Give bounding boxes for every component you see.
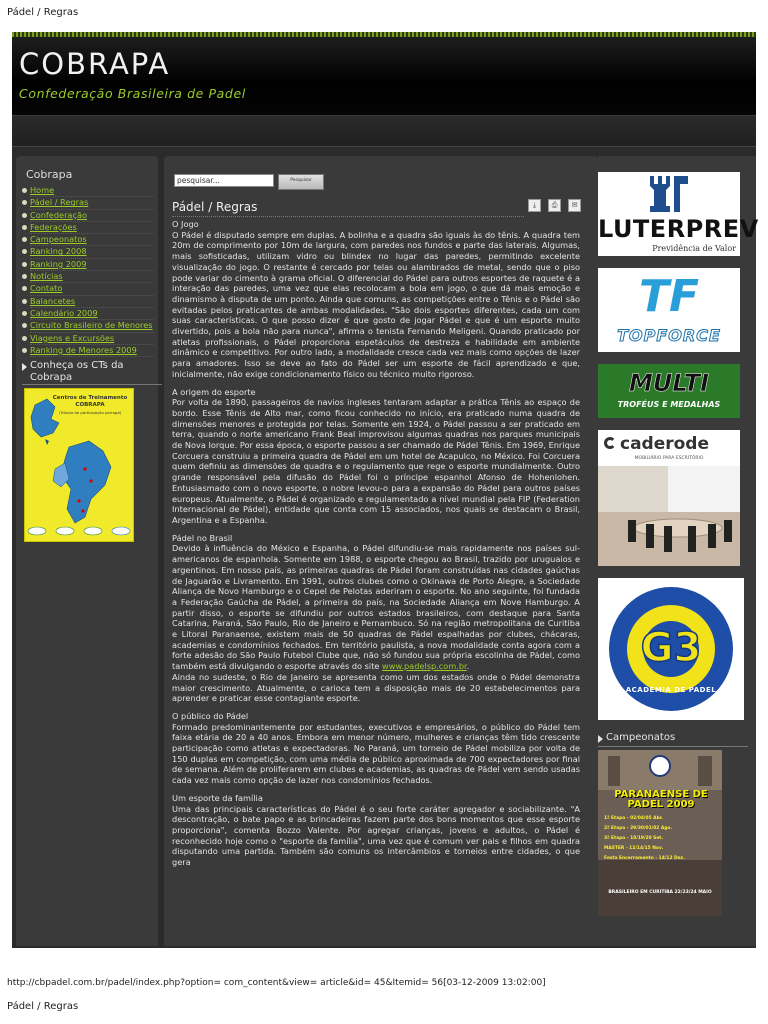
ct-map-title: Centros de Treinamento COBRAPA [52,395,128,408]
main-content [164,156,598,946]
ct-map-subtitle: (Tributo de participação perrogá) [58,410,122,415]
ct-heading: Conheça os CTs da Cobrapa [22,360,162,385]
caderode-name: caderode [620,434,710,454]
caderode-ad[interactable] [598,430,740,566]
menu-item-federacoes[interactable]: Federações [22,222,154,234]
menu-item-circuito-menores[interactable]: Circuito Brasileiro de Menores [22,320,154,332]
pdf-icon[interactable]: ⤓ [528,199,541,212]
g3-name: G3 [640,625,702,671]
search-button[interactable]: Pesquisar [278,174,324,190]
page [12,32,759,948]
menu-item-calendario-2009[interactable]: Calendário 2009 [22,308,154,320]
section-text: Devido à influência do México e Espanha, o Pádel difundiu-se mais rapidamente nos países sul-americanos de espanhola. Somente em 1988, o esporte chegou ao Brasil, trazido por uruguaios e argentinos. Em nosso país, as primeiras quadras de Pádel foram construídas nas cidades gaúchas de Jaguarão e Livramento. Em 1991, outros clubes como o Okinawa de Porto Alegre, a Sociedade Aliança de Novo Hamburgo e o Cepel de Pelotas aderiram o esporte. No ano seguinte, foi fundada a Federação Gaúcha de Pádel, a primeira do país, na Sociedade Aliança em Nove Hamburgo. A partir disso, o esporte se difundiu por outros estados brasileiros, com destaque para Santa Catarina, Paraná, São Paulo, Rio de Janeiro e Pernambuco. Só na região metropolitana de Curitiba e Litoral Paranaense, existem mais de 50 quadras de Pádel espalhadas por clubes, chácaras, academias e condomínios fechados. Em território paulista, a nova modalidade conta agora com a forte adesão do São Paulo Futebol Clube que, não só fundou sua própria escolinha de Pádel, como também está divulgando o esporte através do site [172,543,580,672]
section-text: Uma das principais características do Pádel é o seu forte caráter agregador e sociabilizante. "A descontração, o bate papo e as brincadeiras fazem parte dos bons momentos que esse esporte proporciona", comenta Bozzo Valente. Por agregar crianças, jovens e adultos, o Pádel é reconhecido hoje como o "esporte da família", uma vez que é comum ver pais e filhos em quadra disputando uma partida. Também são comuns os intercâmbios e torneios entre cidades, o que gera [172,803,580,868]
article-title: Pádel / Regras [172,200,258,214]
section-origem [172,387,580,526]
menu-item-campeonatos[interactable]: Campeonatos [22,234,154,246]
poster-line: 1ª Etapa - 02/04/05 Abr. [604,816,663,821]
section-brasil [172,533,580,704]
g3-ad[interactable] [598,578,744,720]
menu-item-padel-regras[interactable]: Pádel / Regras [22,197,154,209]
section-jogo [172,219,580,380]
section-text-2: Ainda no sudeste, o Rio de Janeiro se apresenta como um dos estados onde o Pádel demonstra maior crescimento. Atualmente, o carioca tem a disposição mais de 20 estabelecimentos para aprender e praticar esse contagiante esporte. [172,671,580,704]
topforce-mark: TF [638,271,700,322]
multi-name: MULTI [629,369,709,397]
menu-item-confederacao[interactable]: Confederação [22,210,154,222]
section-text: Formado predominantemente por estudantes, executivos e empresários, o público do Pádel tem faixa etária de 20 a 40 anos. Embora em menor número, mulheres e crianças têm tido crescente participação como atletas e expectadoras. No Paraná, um torneio de Pádel mobiliza por volta de 150 duplas em competição, com uma média de público aproximada de 700 expectadores por final de semana. Além de proliferarem em clubes e academias, as quadras de Pádel vem sendo usadas cada vez mais como opção de lazer nos condomínios fechados. [172,721,580,786]
print-footer-title: Pádel / Regras [7,1001,79,1012]
luterprev-name: LUTERPREV [598,215,759,243]
topforce-name: TOPFORCE [617,326,721,345]
poster-line: Festa Encerramento - 14/12 Dez. [604,856,685,861]
office-photo-icon [598,466,740,566]
luterprev-ad[interactable] [598,172,759,256]
sidebar-heading: Cobrapa [26,168,73,181]
multi-tagline: TROFÉUS E MEDALHAS [617,400,721,409]
section-heading: O Jogo [172,219,199,229]
search-input[interactable] [174,174,274,187]
section-text-end: . [466,661,470,672]
multi-ad[interactable] [598,364,740,418]
luterprev-tagline: Previdência de Valor [652,244,736,253]
menu-item-ranking-2008[interactable]: Ranking 2008 [22,246,154,258]
poster-title: PARANAENSE DE PADEL 2009 [614,789,708,810]
caderode-tagline: MOBILIÁRIO PARA ESCRITÓRIO [634,456,704,461]
site-title[interactable]: COBRAPA [19,47,171,81]
print-footer-url: http://cbpadel.com.br/padel/index.php?option= com_content&view= article&id= 45&Itemid= 56[03-12-2009 13:02:00] [7,978,546,988]
menu-item-contato[interactable]: Contato [22,283,154,295]
caderode-logo-icon [604,437,616,449]
site-banner [12,37,756,115]
section-heading: O público do Pádel [172,710,249,721]
menu-item-viagens[interactable]: Viagens e Excursões [22,333,154,345]
menu-item-ranking-2009[interactable]: Ranking 2009 [22,259,154,271]
menu-item-ranking-menores[interactable]: Ranking de Menores 2009 [22,345,154,357]
poster-line: 2ª Etapa - 29/30/01/02 Ago. [604,826,673,831]
section-familia [172,793,580,868]
menu-item-noticias[interactable]: Notícias [22,271,154,283]
left-sidebar [16,156,158,946]
section-heading: Pádel no Brasil [172,532,233,543]
title-divider [172,216,524,217]
campeonatos-divider [598,746,748,747]
article-body [172,219,580,875]
nav-bar [12,115,756,147]
menu-item-balancetes[interactable]: Balancetes [22,296,154,308]
section-heading: A origem do esporte [172,386,256,397]
section-text: Por volta de 1890, passageiros de navios ingleses tentaram adaptar a prática Tênis ao espaço de bordo. Esse Tênis de Alto mar, como ficou conhecido no início, era praticado numa quadra de dimensões menores e protegida por telas. Somente em 1924, o Pádel passou a ser praticado em terra, quando o norte americano Frank Beal improvisou algumas quadras nos parques municipais de Nova Iorque. Por essa época, o esporte passou a ser chamado de Pádel Tênis. Em 1969, Enrique Corcuera construiu a primeira quadra de Pádel em um hotel de Acapulco, no México. Foi Corcuera quem definiu as dimensões de quadra e o regulamento que rege o esporte mundialmente. Outro grande responsável pela difusão do Pádel foi o príncipe espanhol Afonso de Hohenlohen. Entusiasmado com o novo esporte, o nobre levou-o para a expansão do Pádel para outros países europeus. Atualmente, o Pádel é organizado e regulamentado a nível mundial pela FIP (Federation Internacional de Pádel), entidade que conta com 15 associados, nos quais se destacam o Brasil, Argentina e a Espanha. [172,397,580,525]
poster-line: 3ª Etapa - 18/19/20 Set. [604,836,664,841]
ct-map-banner[interactable] [24,388,134,542]
poster-line: MASTER - 12/14/15 Nov. [604,846,664,851]
right-sidebar [598,156,759,946]
campeonatos-heading: Campeonatos [598,732,762,743]
site-subtitle: Confederação Brasileira de Padel [19,86,246,101]
padelsp-link[interactable]: www.padelsp.com.br [382,661,467,672]
print-icon[interactable]: ⎙ [548,199,561,212]
email-icon[interactable]: ✉ [568,199,581,212]
section-publico [172,711,580,786]
menu-item-home[interactable]: Home [22,185,154,197]
poster-footer: BRASILEIRO EM CURITIBA 22/23/24 MAIO [608,890,712,895]
campeonatos-poster[interactable] [598,750,722,916]
main-menu [22,185,154,357]
topforce-ad[interactable] [598,268,740,352]
section-heading: Um esporte da família [172,792,263,803]
g3-tagline: ACADEMIA DE PADEL [625,686,717,694]
section-text: O Pádel é disputado sempre em duplas. A bolinha e a quadra são iguais às do tênis. A quadra tem 20m de comprimento por 10m de largura, com paredes nos fundos e parte das laterais. Algumas, mais sofisticadas, utilizam vidro ou blindex no lugar das paredes, permitindo excelente visualização do jogo. O restante é cercado por telas ou alambrados de metal, sendo que o piso pode variar do cimento à grama oficial. O diferencial do Pádel para outros esportes de raquete é a interação das paredes, uma vez que elas recolocam a bola em jogo, o que dá mais emoção e dinamismo à disputa de um ponto. Ainda que comuns, as competições entre o Tênis e o Pádel são evitadas pelos praticantes de ambas modalidades. "São dois esportes diferentes, cada um com suas características. O que posso dizer é que gosto de jogar Pádel e que é um esporte muito divertido, pois a bola não para nunca", afirma o tenista Fernando Meligeni. Quando praticado por atletas profissionais, o Pádel proporciona espetáculos de destreza e habilidade em ambiente dinâmico e competitivo. Por outro lado, a modalidade cresce cada vez mais como opções de lazer para amadores. Isso se deve ao fato do Pádel ser um esporte de fácil aprendizado e que, inicialmente, não exige condicionamento físico ou técnico muito rigoroso. [172,229,580,379]
print-header: Pádel / Regras [7,7,79,18]
